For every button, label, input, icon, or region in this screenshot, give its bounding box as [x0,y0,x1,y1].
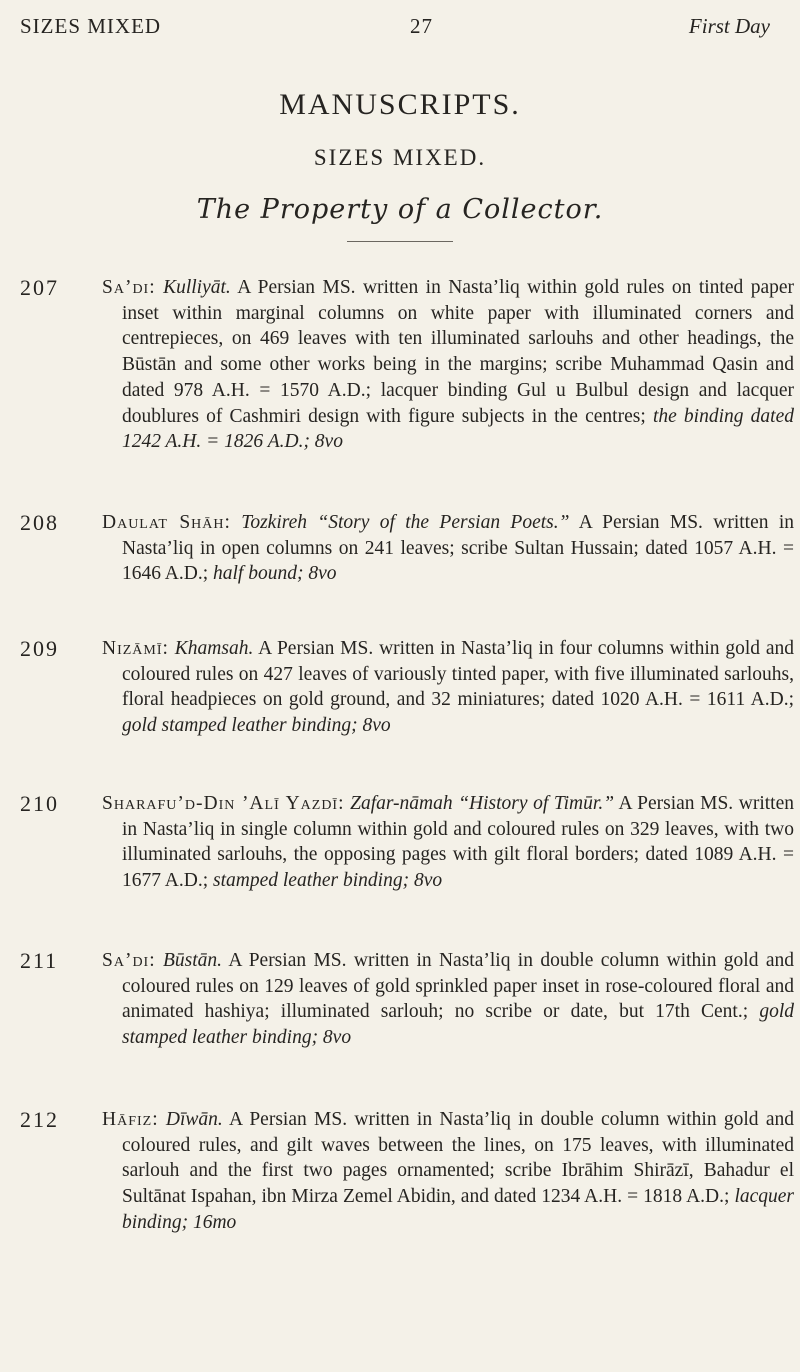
lot-body: A Persian MS. written in Nasta’liq in double column within gold and coloured rules on 129 leaves of gold sprinkled paper inset in rose-coloured floral and animated hashiya; illuminated sarlouh; no scribe or date, but 17th Cent.; [122,950,794,1023]
lot-description [102,275,794,455]
running-head [20,14,770,44]
lot-binding: stamped leather binding; 8vo [213,870,443,892]
page-number: 27 [410,14,433,38]
lot-description [102,948,794,1051]
lot-author: Daulat Shāh: [102,512,231,533]
lot-author: Sharafu’d-Din ’Alī Yazdī: [102,793,345,814]
lot-title: Dīwān. [165,1109,223,1130]
lot-body: A Persian MS. written in Nasta’liq in double column within gold and coloured rules, and gilt waves between the lines, on 175 leaves, with illuminated sarlouh and the first two pages ornamented; scribe Ibrāhim Shirāzī, Bahadur el Sultānat Ispahan, ibn Mirza Zemel Abidin, and dated 1234 A.H. = 1818 A.D.; [122,1109,794,1208]
property-heading: The Property of a Collector. [196,194,604,225]
running-head-right: First Day [688,14,770,38]
lot-body: A Persian MS. written in Nasta’liq in four columns within gold and coloured rules on 427 leaves of variously tinted paper, with five illuminated sarlouhs, floral headpieces on gold ground, and 32 miniatures; dated 1020 A.H. = 1611 A.D.; [122,638,795,711]
section-title: MANUSCRIPTS. [279,88,521,121]
divider-rule [347,241,453,242]
lot-author: Hāfiz: [102,1109,159,1130]
lot-title: Khamsah. [174,638,254,659]
lot-description [102,1107,794,1236]
lot-number: 211 [20,948,59,973]
lot-number: 208 [20,510,59,535]
lot-binding: lacquer binding; 16mo [122,1186,795,1233]
lot-author: Nizāmī: [102,638,169,659]
lot-title: Būstān. [163,950,223,971]
lot-title: Tozkireh “Story of the Persian Poets.” [241,512,570,533]
lot-title: Zafar-nāmah “History of Timūr.” [350,793,615,814]
lot-number: 212 [20,1107,59,1132]
lot-number: 210 [20,791,59,816]
lot-author: Sa’di: [102,277,156,298]
running-head-left: SIZES MIXED [20,14,162,38]
lot-binding: the binding dated 1242 A.H. = 1826 A.D.; 8vo [122,405,795,453]
section-subtitle: SIZES MIXED. [313,145,487,170]
lot-description [102,510,794,587]
lot-body: A Persian MS. written in Nasta’liq in open columns on 241 leaves; scribe Sultan Hussain; dated 1057 A.H. = 1646 A.D.; [122,512,795,585]
lot-body: A Persian MS. written in Nasta’liq in single column within gold and coloured rules on 329 leaves, with two illuminated sarlouhs, the opposing pages with gilt floral borders; dated 1089 A.H. = 1677 A.D.; [122,793,794,892]
lot-binding: gold stamped leather binding; 8vo [122,1001,794,1049]
lot-description [102,791,794,894]
lot-title: Kulliyāt. [163,277,231,298]
lot-author: Sa’di: [102,950,156,971]
lot-number: 207 [20,275,59,300]
lot-body: A Persian MS. written in Nasta’liq within gold rules on tinted paper inset within marginal columns on white paper with illuminated corners and centrepieces, on 469 leaves with ten illuminated sarlouhs and other headings, the Būstān and some other works being in the margins; scribe Muhammad Qasin and dated 978 A.H. = 1570 A.D.; lacquer binding Gul u Bulbul design and lacquer doublures of Cashmiri design with figure subjects in the centres; [122,277,794,427]
lot-binding: half bound; 8vo [213,563,337,585]
lot-binding: gold stamped leather binding; 8vo [122,715,391,737]
lot-description [102,636,794,739]
lot-number: 209 [20,636,59,661]
